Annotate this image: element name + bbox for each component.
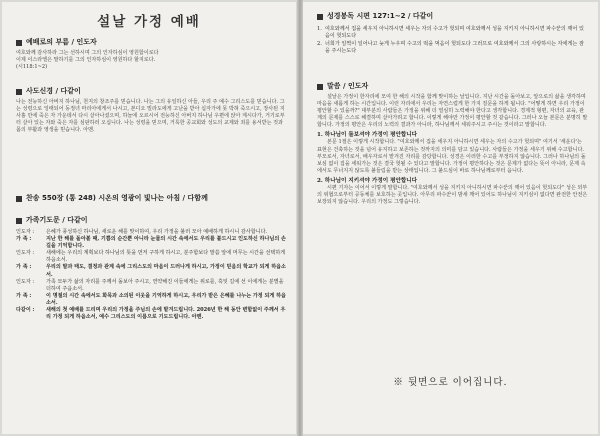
prayer-heading: 가족기도문 / 다같이 (26, 216, 88, 224)
sermon-point-text: 본문 1절은 이렇게 시작합니다. "여호와께서 집을 세우지 아니하시면 세우는 자의 수고가 헛되며" 여기서 '세운다'는 표현은 건축하는 것을 넘어 유지하고 보존하는 것까지의 의미를 담고 있습니다. 사람들은 가정을 세우기 위해 수고합니다. 부모로서, 자녀로서, 배우자로서 맡겨진 자리를 감당합니다. 성경은 이러한 수고를 부정하지 않습니다. 그러나 하나님의 돌보심 없이 집을 세워가는 것은 결국 헛될 수 있다고 말합니다. 가정이 평안하다는 것은 문제가 없다는 뜻이 아니라, 문제 속에서도 무너지지 않도록 붙들림을 받는 상태입니다. 그 붙드심이 바로 하나님께로부터 옵니다. (317, 139, 586, 174)
right-page (303, 2, 598, 434)
call-heading: 예배로의 부름 / 인도자 (26, 38, 97, 46)
call-line: 여호와께 감사하라 그는 선하시며 그의 인자하심이 영원함이로다 (16, 50, 159, 56)
prayer-row: 인도자 : 은혜가 풍성하신 하나님, 새로운 해를 맞이하여, 우리 가정을 불러 모아 예배하게 하시니 감사합니다. (16, 229, 268, 235)
page-title: 설날 가정 예배 (97, 14, 201, 30)
scripture-heading: 성경봉독 시편 127:1~2 / 다같이 (327, 12, 434, 20)
square-bullet-icon (16, 40, 22, 46)
call-ref: (시118:1~2) (16, 64, 48, 71)
creed-section (16, 87, 286, 134)
hymn-section (16, 194, 286, 203)
call-to-worship-section (16, 38, 286, 71)
square-bullet-icon (16, 218, 22, 224)
scripture-section (317, 12, 588, 56)
prayer-row: 인도자 : 가족 모두가 삶의 자리를 주께서 돌보아 주시고, 연약해진 이들에게는 위로를, 혹잊 길에 선 이에게는 분별을 더하여 주옵소서. (16, 278, 284, 292)
prayer-row: 인도자 : 새해에는 우리의 계획보다 하나님의 뜻을 먼저 구하게 하시고, 분주함보다 말씀 앞에 머무는 시간을 선택하게 하옵소서. (16, 250, 286, 264)
square-bullet-icon (16, 89, 22, 95)
prayer-row: 가 족 : 지난 한 해를 돌아볼 때, 기쁨의 순간뿐 아니라 눈물의 시간 속에서도 우리를 붙드시고 인도하신 하나님의 손길을 기억합니다. (16, 236, 286, 250)
prayer-row: 가 족 : 이 명절의 시간 속에서도 화목과 소의된 이웃을 기억하게 하시고, 우리가 받은 은혜를 나누는 가정 되게 하옵소서. (16, 292, 286, 306)
sermon-point-title: 2. 하나님이 지키셔야 가정이 평안합니다 (317, 177, 418, 184)
verse: 2. 너희가 일찍이 일어나고 늦게 누우며 수고의 떡을 먹음이 헛되도다 그러므로 여호와께서 그의 사랑하시는 자에게는 잠을 주시는도다 (317, 40, 584, 55)
continued-note: ※ 뒷면으로 이어집니다. (393, 377, 508, 388)
square-bullet-icon (16, 196, 22, 202)
prayer-row: 가 족 : 우리의 말과 태도, 결정과 관계 속에 그리스도의 마음이 드러나게 하시고, 가정이 믿음의 학교가 되게 하옵소서. (16, 264, 286, 278)
sermon-heading: 말씀 / 인도자 (327, 82, 369, 90)
sermon-point-title: 1. 하나님이 돌보셔야 가정이 평안합니다 (317, 132, 418, 139)
prayer-row: 다같이 : 새해의 첫 예배를 드리며 우리의 가정을 주님의 손에 맡겨드립니다. 2026년 한 해 동안 변함없이 주께서 우리 가정 되게 하옵소서, 예수 그리스도의 이름으로 기도드립니다. 아멘. (16, 307, 286, 321)
hymn-heading: 찬송 550장 (통 248) 시온의 영광이 빛나는 아침 / 다함께 (26, 194, 208, 202)
prayer-section (16, 216, 286, 321)
sermon-point-text: 시편 기자는 이어서 이렇게 말합니다. "여호와께서 성을 지키지 아니하시면 파수꾼의 깨어 있음이 헛되도다" 성은 외부의 위협으로부터 공동체를 보호하는 곳입니다. 아무리 파수꾼이 밤새 깨어 있어도 하나님이 지키심이 없다면 완전한 안전은 보장되지 않습니다. 우리의 가정도 그렇습니다. (317, 184, 588, 206)
left-page (2, 2, 296, 434)
creed-heading: 사도신경 / 다같이 (26, 87, 81, 95)
square-bullet-icon (317, 14, 323, 20)
creed-text: 나는 전능하신 아버지 하나님, 천지의 창조주를 믿습니다. 나는 그의 유일하신 아들, 우리 주 예수 그리스도를 믿습니다. 그는 성령으로 잉태되어 동정녀 마리아에게서 나시고, 본디오 빌라도에게 고난을 받아 십자가에 못 박혀 죽으시고, 장사된 지 사흘 만에 죽은 자 가운데서 다시 살아나셨으며, 하늘에 오르시어 전능하신 아버지 하나님 우편에 앉아 계시다가, 거기로부터 살아 있는 자와 죽은 자를 심판하러 오십니다. 나는 성령을 믿으며, 거룩한 공교회와 성도의 교제와 죄를 용서받는 것과 몸의 부활과 영생을 믿습니다. 아멘. (16, 99, 285, 134)
sermon-section (317, 82, 588, 206)
call-line: 이제 이스라엘은 말하기를 그의 인자하심이 영원하다 할지로다. (16, 57, 156, 64)
sermon-intro: 설날은 가정이 한자리에 모여 한 해의 시작을 함께 맞이하는 날입니다. 지난 시간을 돌아보고, 앞으로의 삶을 생각하며 마음을 새롭게 하는 시간입니다. 이런 자리에서 우리는 자연스럽게 한 가지 질문을 하게 됩니다. "어떻게 하면 우리 가정이 평안할 수 있을까?" 대부분의 사람들은 가정을 위해 더 열심히 노력해야 한다고 생각합니다. 경제적 형편, 자녀의 교육, 관계의 문제를 스스로 해결하며 살아가려고 합니다. 이렇게 해야만 가정이 평안할 것 같습니다. 그러나 오늘 본문은 분명히 말합니다. 가정의 평안은 우리의 노력의 결과가 아니라, 하나님께서 세워주시고 주시는 것이라고 말합니다. (317, 94, 588, 129)
verse: 1. 여호와께서 집을 세우지 아니하시면 세우는 자의 수고가 헛되며 여호와께서 성을 지키지 아니하시면 파수꾼의 깨어 있음이 헛되도다 (317, 26, 584, 40)
square-bullet-icon (317, 84, 323, 90)
